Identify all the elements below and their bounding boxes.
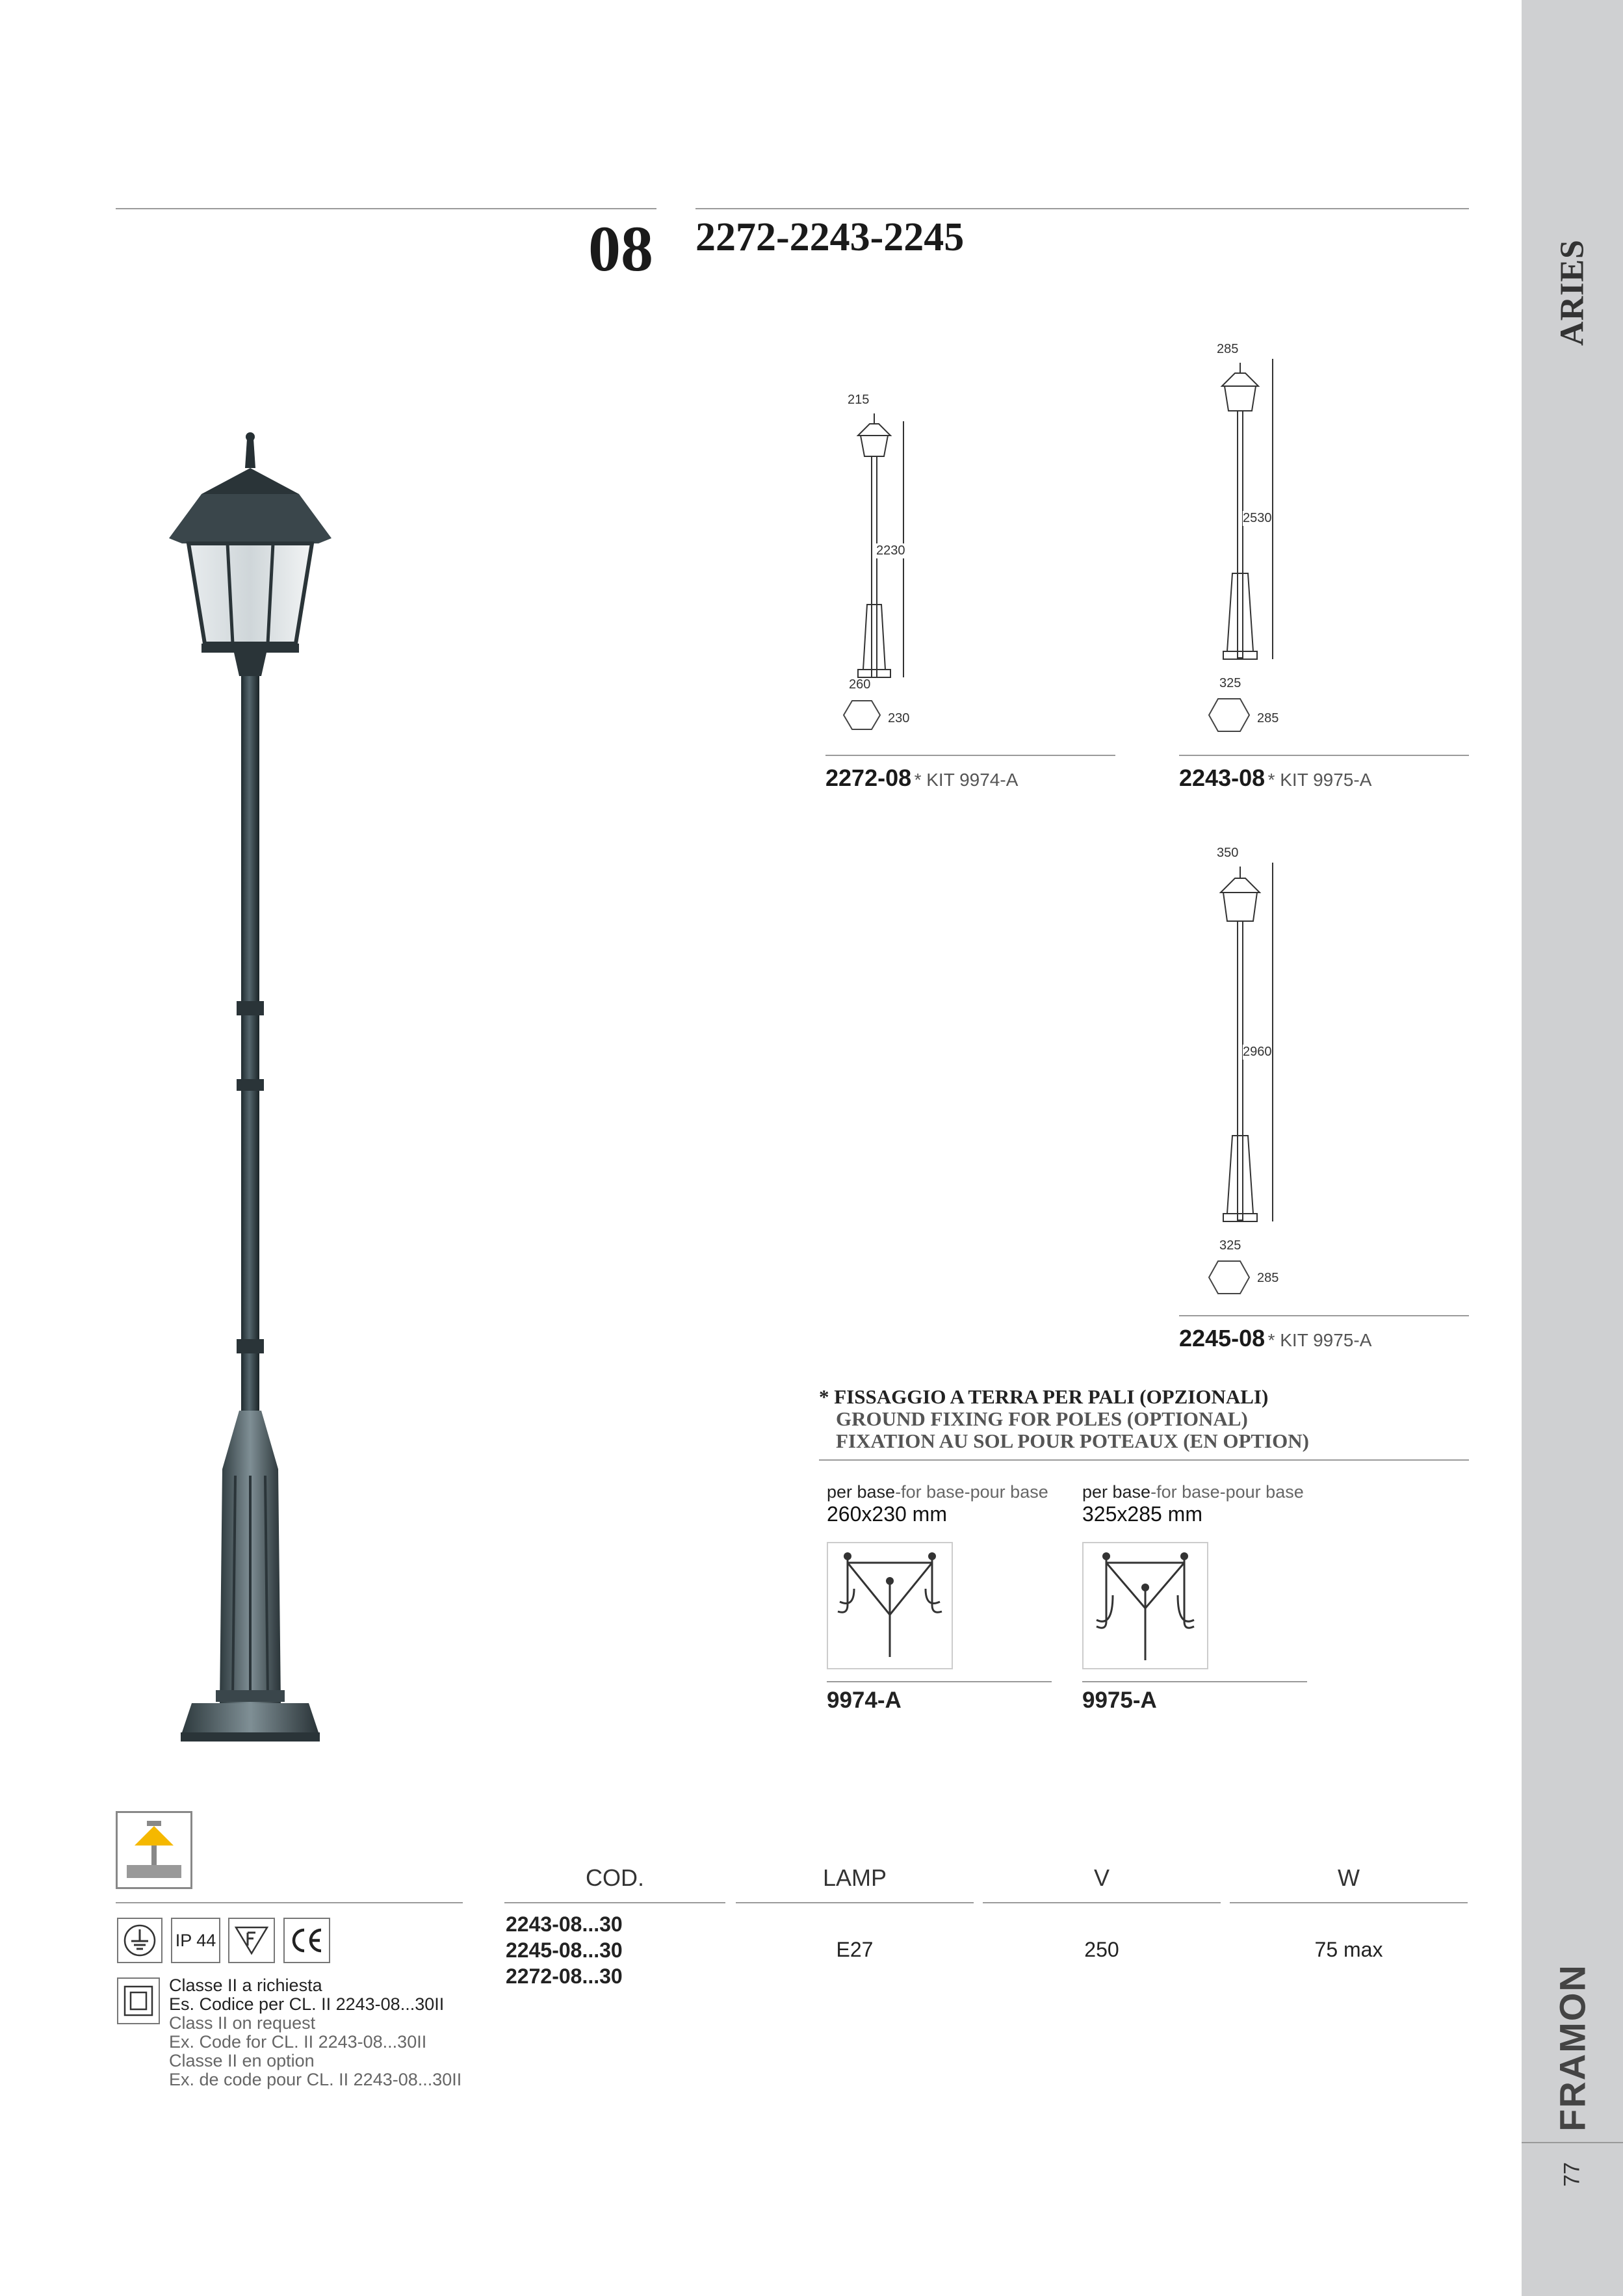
dim-base-depth: 285: [1257, 711, 1279, 725]
kit-rule-9974: [827, 1681, 1052, 1682]
rule-2272: [825, 755, 1115, 756]
class2-badge: [117, 1977, 160, 2024]
brand-logo: FRAMON: [1552, 1964, 1593, 2132]
table-cell-lamp: E27: [836, 1938, 874, 1961]
dim-height: 2530: [1243, 511, 1272, 525]
fixing-rule: [819, 1459, 1469, 1461]
hexagon-base-icon: [842, 699, 881, 731]
kit-rule-9975: [1082, 1681, 1307, 1682]
class2-line-it: Classe II a richiesta: [169, 1976, 322, 1995]
fixing-title-fr: FIXATION AU SOL POUR POTEAUX (EN OPTION): [836, 1429, 1309, 1452]
dim-base-width: 325: [1219, 1238, 1241, 1253]
product-label-2245: [1179, 1325, 1371, 1352]
product-kit: * KIT 9974-A: [914, 770, 1019, 790]
earth-ground-icon: [122, 1923, 157, 1958]
ip-rating-badge: [171, 1918, 220, 1963]
f-mark-triangle-icon: [233, 1924, 270, 1957]
class2-example-fr: Ex. de code pour CL. II 2243-08...30II: [169, 2070, 462, 2089]
product-kit: * KIT 9975-A: [1267, 770, 1372, 790]
kit-base-size: 325x285 mm: [1082, 1502, 1202, 1526]
dim-base-width: 260: [849, 677, 871, 692]
dim-height: 2230: [876, 543, 905, 558]
table-row-code: 2243-08...30: [506, 1912, 623, 1936]
drawing-2272-08: [838, 390, 923, 741]
product-label-2243: [1179, 764, 1371, 792]
kit-9974-a: [827, 1482, 1052, 1526]
table-row-code: 2272-08...30: [506, 1964, 623, 1988]
table-row-code: 2245-08...30: [506, 1938, 623, 1962]
header-rule-left: [116, 208, 656, 209]
col-header-voltage: V: [1093, 1864, 1110, 1891]
drawing-2245-08: [1202, 843, 1293, 1305]
page-number: 77: [1559, 2162, 1585, 2187]
anchor-kit-image: [1082, 1542, 1208, 1669]
fixing-title-en: GROUND FIXING FOR POLES (OPTIONAL): [836, 1407, 1248, 1430]
earth-ground-badge: [117, 1918, 162, 1963]
product-label-2272: [825, 764, 1018, 792]
fixing-title-it: * FISSAGGIO A TERRA PER PALI (OPZIONALI): [819, 1385, 1269, 1408]
lamp-post-photo: [156, 429, 344, 1755]
kit-base-label: per base-for base-pour base: [827, 1482, 1048, 1502]
anchor-bolts-icon: [1084, 1543, 1207, 1668]
dim-base-width: 325: [1219, 676, 1241, 690]
class2-line-en: Class II on request: [169, 2013, 316, 2033]
col-header-watt: W: [1338, 1864, 1360, 1891]
ce-mark-icon: [289, 1926, 325, 1955]
product-code: 2245-08: [1179, 1325, 1266, 1351]
page-title: 2272-2243-2245: [695, 215, 965, 259]
dim-height: 2960: [1243, 1045, 1272, 1059]
table-rule-voltage: [983, 1902, 1221, 1903]
downlight-icon: [118, 1813, 190, 1887]
hexagon-base-icon: [1208, 697, 1251, 733]
sidebar: [1522, 0, 1623, 2296]
class2-example-en: Ex. Code for CL. II 2243-08...30II: [169, 2032, 427, 2052]
dim-base-depth: 230: [888, 711, 910, 725]
kit-base-label: per base-for base-pour base: [1082, 1482, 1304, 1502]
page-divider: [1522, 2142, 1623, 2143]
section-number: 08: [588, 213, 653, 285]
f-mark-badge: [228, 1918, 275, 1963]
product-code: 2243-08: [1179, 764, 1266, 791]
rule-2245: [1179, 1315, 1469, 1316]
dim-top-width: 285: [1217, 342, 1239, 356]
kit-code-9975: 9975-A: [1082, 1688, 1157, 1713]
dim-base-depth: 285: [1257, 1271, 1279, 1285]
table-codes: [506, 1911, 623, 1989]
double-insulation-icon: [122, 1983, 155, 2019]
light-direction-icon: [116, 1811, 192, 1889]
dim-top-width: 350: [1217, 846, 1239, 860]
col-header-lamp: LAMP: [822, 1864, 887, 1891]
ce-mark-badge: [283, 1918, 330, 1963]
class2-example-it: Es. Codice per CL. II 2243-08...30II: [169, 1994, 445, 2014]
table-rule-code: [504, 1902, 725, 1903]
kit-9975-a: [1082, 1482, 1307, 1526]
col-header-code: COD.: [586, 1864, 644, 1891]
icon-rule: [116, 1902, 463, 1903]
anchor-kit-image: [827, 1542, 953, 1669]
drawing-2243-08: [1202, 339, 1293, 742]
table-rule-watt: [1230, 1902, 1468, 1903]
collection-name: ARIES: [1553, 239, 1591, 346]
hexagon-base-icon: [1208, 1259, 1251, 1296]
table-cell-watt: 75 max: [1314, 1938, 1383, 1961]
anchor-bolts-icon: [828, 1543, 952, 1668]
dim-top-width: 215: [848, 393, 870, 407]
product-kit: * KIT 9975-A: [1267, 1330, 1372, 1350]
table-cell-voltage: 250: [1084, 1938, 1119, 1961]
class2-line-fr: Classe II en option: [169, 2051, 315, 2070]
table-rule-lamp: [736, 1902, 974, 1903]
kit-base-size: 260x230 mm: [827, 1502, 947, 1526]
header-rule-right: [695, 208, 1469, 209]
product-code: 2272-08: [825, 764, 912, 791]
ip-rating: IP 44: [175, 1930, 216, 1950]
kit-code-9974: 9974-A: [827, 1688, 902, 1713]
fixing-title: [819, 1386, 1469, 1452]
class2-notes: [169, 1976, 468, 2089]
rule-2243: [1179, 755, 1469, 756]
